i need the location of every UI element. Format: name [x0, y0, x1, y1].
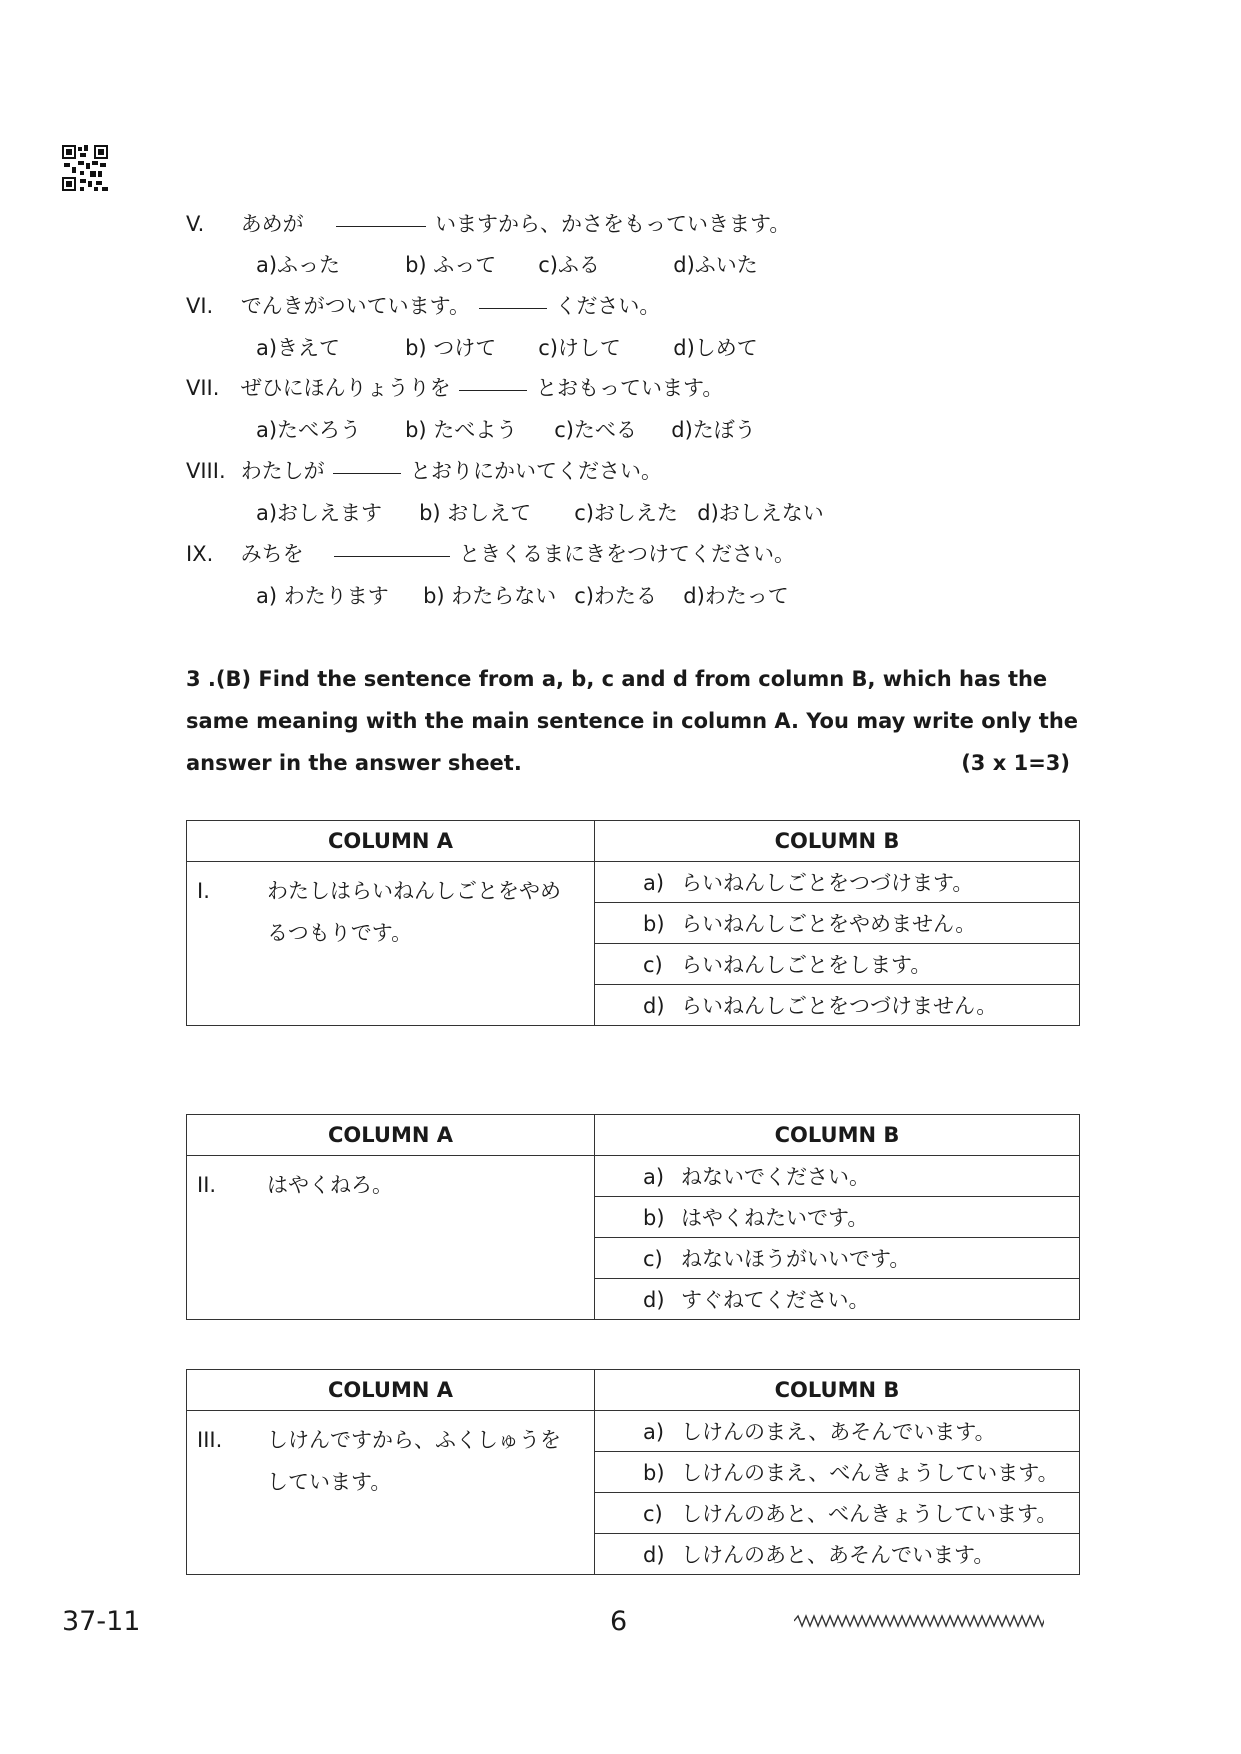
question-8-options — [256, 497, 824, 527]
option-b: b) たべよう — [405, 418, 518, 442]
section-b-instructions — [186, 658, 1086, 784]
choice-d: d) すぐねてください。 — [595, 1279, 1080, 1320]
question-6-options — [256, 332, 758, 362]
question-number: VII. — [186, 376, 220, 400]
question-text-before: でんきがついています。 — [240, 294, 471, 318]
option-a: a)おしえます — [256, 501, 383, 525]
item-number: III. — [197, 1428, 223, 1452]
question-number: IX. — [186, 542, 214, 566]
option-b: b) おしえて — [419, 501, 532, 525]
option-d: d)おしえない — [697, 501, 824, 525]
option-d: d)たぼう — [671, 418, 756, 442]
choice-a: a) しけんのまえ、あそんでいます。 — [595, 1411, 1080, 1452]
option-c: c)おしえた — [574, 501, 678, 525]
choice-b: b) らいねんしごとをやめません。 — [595, 903, 1080, 944]
question-7 — [186, 372, 723, 402]
option-d: d)しめて — [673, 336, 758, 360]
answer-blank — [336, 225, 426, 227]
choice-a: a) ねないでください。 — [595, 1156, 1080, 1197]
choice-c: c) しけんのあと、べんきょうしています。 — [595, 1493, 1080, 1534]
question-9 — [186, 538, 795, 568]
question-text-before: あめが — [240, 212, 304, 236]
option-c: c)わたる — [574, 584, 657, 608]
question-text-after: ください。 — [555, 294, 661, 318]
column-a-cell — [187, 1156, 595, 1320]
choice-d: d) しけんのあと、あそんでいます。 — [595, 1534, 1080, 1575]
section-b-marks: (3 x 1=3) — [961, 751, 1070, 775]
answer-blank — [479, 307, 547, 309]
paper-code: 37-11 — [62, 1606, 141, 1637]
option-a: a)たべろう — [256, 418, 362, 442]
question-6 — [186, 290, 660, 320]
question-text-before: ぜひにほんりょうりを — [240, 376, 451, 400]
column-b-header: COLUMN B — [595, 821, 1080, 862]
choice-b: b) はやくねたいです。 — [595, 1197, 1080, 1238]
option-c: c)ふる — [538, 253, 600, 277]
item-number: I. — [197, 879, 210, 903]
option-b: b) わたらない — [423, 584, 557, 608]
question-9-options — [256, 580, 789, 610]
question-7-options — [256, 414, 756, 444]
answer-blank — [459, 389, 527, 391]
main-sentence: わたしはらいねんしごとをやめるつもりです。 — [267, 879, 561, 945]
column-b-header: COLUMN B — [595, 1115, 1080, 1156]
question-5-options — [256, 249, 758, 279]
column-b-header: COLUMN B — [595, 1370, 1080, 1411]
option-a: a) わたります — [256, 584, 389, 608]
option-a: a)きえて — [256, 336, 341, 360]
option-c: c)けして — [538, 336, 621, 360]
question-text-after: とおもっています。 — [536, 376, 724, 400]
question-5 — [186, 208, 790, 238]
question-text-after: とおりにかいてください。 — [410, 459, 663, 483]
main-sentence: はやくねろ。 — [267, 1173, 393, 1197]
question-text-after: ときくるまにきをつけてください。 — [459, 542, 796, 566]
question-number: VI. — [186, 294, 214, 318]
column-a-header: COLUMN A — [187, 821, 595, 862]
option-b: b) つけて — [405, 336, 497, 360]
answer-blank — [333, 472, 401, 474]
option-d: d)わたって — [683, 584, 789, 608]
question-number: V. — [186, 212, 205, 236]
column-a-cell — [187, 1411, 595, 1575]
matching-table-1 — [186, 820, 1080, 1026]
choice-c: c) らいねんしごとをします。 — [595, 944, 1080, 985]
item-number: II. — [197, 1173, 217, 1197]
option-d: d)ふいた — [673, 253, 758, 277]
choice-d: d) らいねんしごとをつづけません。 — [595, 985, 1080, 1026]
choice-c: c) ねないほうがいいです。 — [595, 1238, 1080, 1279]
matching-table-3 — [186, 1369, 1080, 1575]
question-text-before: みちを — [240, 542, 304, 566]
question-text-before: わたしが — [240, 459, 325, 483]
matching-table-2 — [186, 1114, 1080, 1320]
answer-blank — [334, 555, 450, 557]
option-a: a)ふった — [256, 253, 341, 277]
section-b-heading: 3 .(B) Find the sentence from a, b, c and d from column B, which has the same meaning with the main sentence in column A. You may write only the answer in the answer sheet. — [186, 667, 1079, 775]
column-a-cell — [187, 862, 595, 1026]
choice-b: b) しけんのまえ、べんきょうしています。 — [595, 1452, 1080, 1493]
page-number: 6 — [610, 1606, 628, 1637]
qr-code-icon — [62, 145, 108, 191]
question-8 — [186, 455, 662, 485]
option-c: c)たべる — [554, 418, 637, 442]
question-number: VIII. — [186, 459, 226, 483]
option-b: b) ふって — [405, 253, 497, 277]
choice-a: a) らいねんしごとをつづけます。 — [595, 862, 1080, 903]
column-a-header: COLUMN A — [187, 1370, 595, 1411]
question-text-after: いますから、かさをもっていきます。 — [435, 212, 791, 236]
wavy-line-decoration — [794, 1614, 1044, 1628]
main-sentence: しけんですから、ふくしゅうをしています。 — [267, 1428, 561, 1494]
column-a-header: COLUMN A — [187, 1115, 595, 1156]
